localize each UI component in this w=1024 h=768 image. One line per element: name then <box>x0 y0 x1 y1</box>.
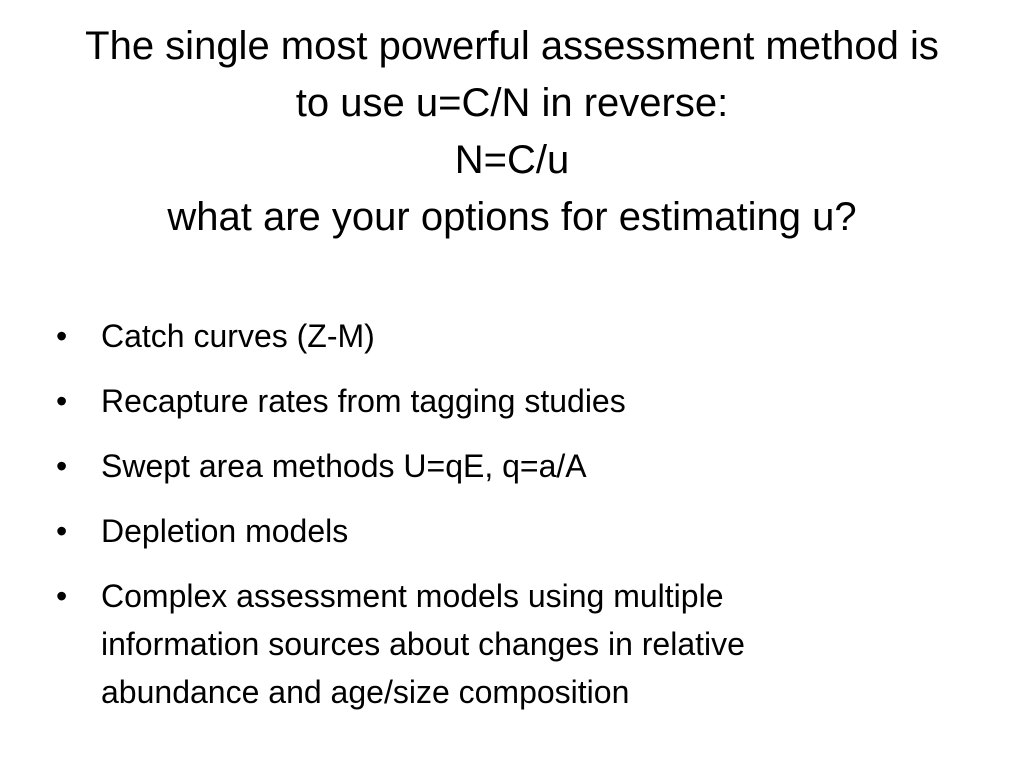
title-line: The single most powerful assessment method is <box>85 24 939 68</box>
bullet-item <box>56 507 956 555</box>
bullet-dot: • <box>56 383 68 419</box>
bullet-item <box>56 312 956 360</box>
bullet-dot: • <box>56 513 68 549</box>
bullet-text: Depletion models <box>101 513 349 549</box>
bullet-text: Catch curves (Z-M) <box>101 318 375 354</box>
bullet-item <box>56 572 956 716</box>
bullet-item <box>56 377 956 425</box>
bullet-list <box>56 312 956 733</box>
title-line: to use u=C/N in reverse: <box>295 81 729 125</box>
bullet-text-line: Complex assessment models using multiple <box>101 578 724 614</box>
bullet-text: Swept area methods U=qE, q=a/A <box>101 448 587 484</box>
bullet-dot: • <box>56 448 68 484</box>
title-line: what are your options for estimating u? <box>167 195 857 239</box>
bullet-dot: • <box>56 578 68 614</box>
title-line: N=C/u <box>454 138 570 182</box>
slide-title <box>10 18 1014 246</box>
bullet-text: Recapture rates from tagging studies <box>101 383 626 419</box>
bullet-item <box>56 442 956 490</box>
bullet-dot: • <box>56 318 68 354</box>
bullet-text-line: abundance and age/size composition <box>101 674 630 710</box>
bullet-text-line: information sources about changes in relative <box>101 626 745 662</box>
